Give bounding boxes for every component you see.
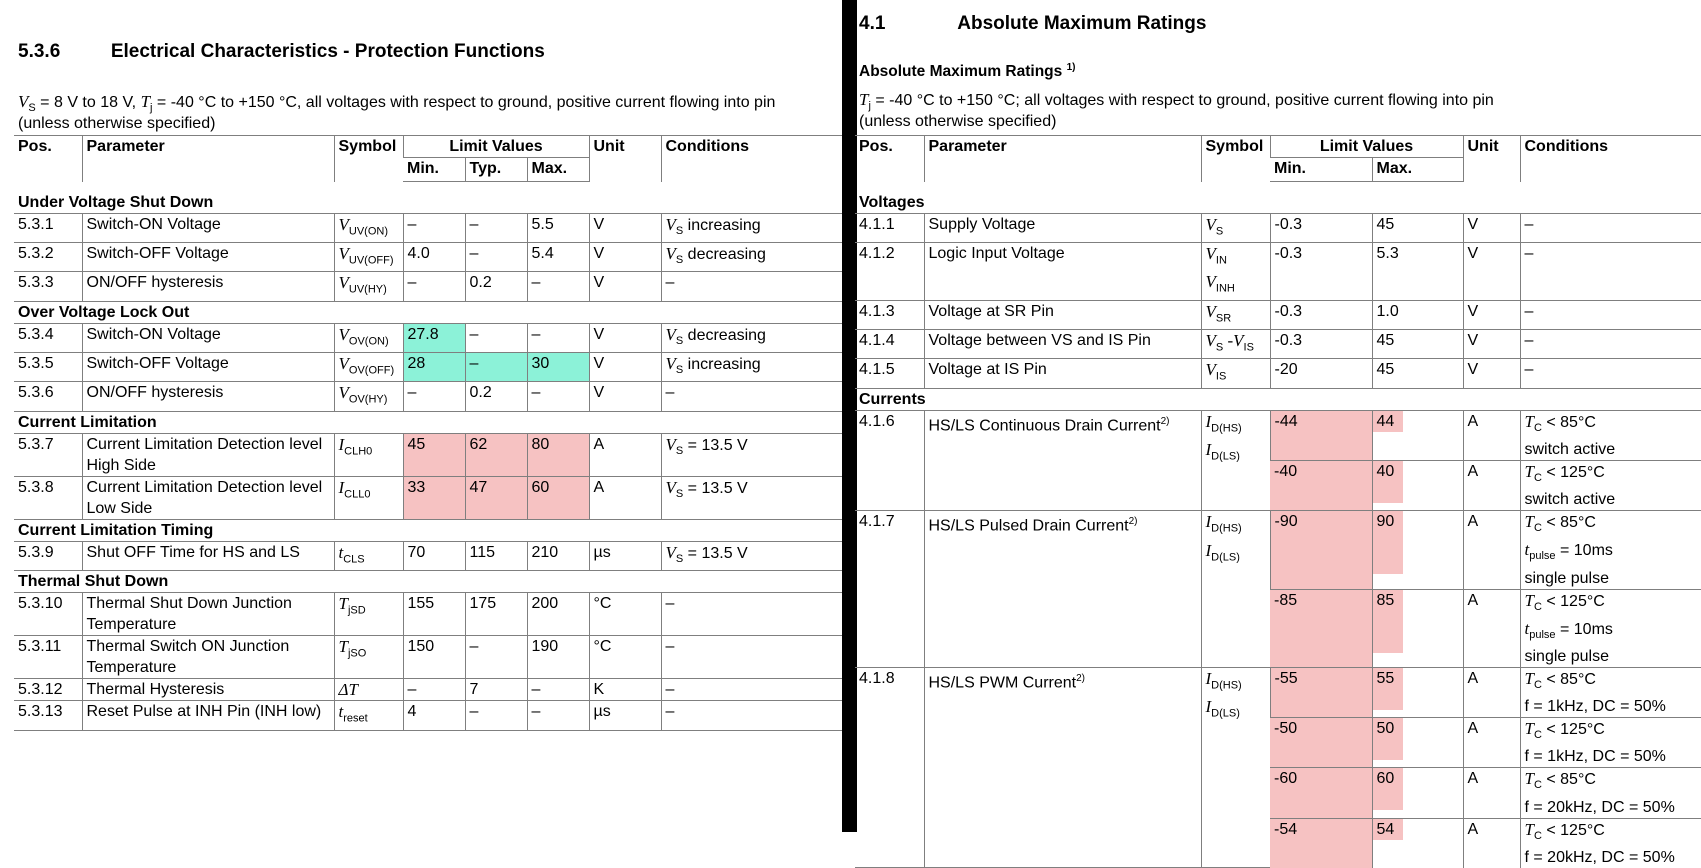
highlight-cell: 28 [403,353,465,382]
col-limit-values: Limit Values [403,136,589,158]
right-section-number: 4.1 [859,13,886,34]
table-row: 4.1.7 HS/LS Pulsed Drain Current$^{2)}$ $I_{D(HS)}$ $I_{D(LS)}$ -90 90 A $T_C < 85^\circ C$ $t_{pulse} = 10ms$ single pulse [855,511,1701,589]
table-row: 5.3.3 ON/OFF hysteresis $V_{UV(HY)}$ – 0.2 – V – [14,272,842,301]
table-row: 5.3.12 Thermal Hysteresis ΔT – 7 – K – [14,679,842,701]
group-voltages: Voltages [855,192,1701,214]
highlight-cell: 60 [527,476,589,519]
col-conditions: Conditions [1520,136,1701,182]
highlight-cell: -54 [1270,818,1372,868]
highlight-cell: -55 [1270,667,1372,717]
highlight-cell: -50 [1270,718,1372,768]
table-row: 4.1.4 Voltage between VS and IS Pin $V_S$ $-V_{IS}$ -0.3 45 V – [855,330,1701,359]
highlight-cell: 62 [465,433,527,476]
highlight-cell: 80 [527,433,589,476]
group-over-voltage: Over Voltage Lock Out [14,301,842,323]
group-current-limitation-timing: Current Limitation Timing [14,519,842,541]
group-current-limitation: Current Limitation [14,411,842,433]
col-limit-values: Limit Values [1270,136,1463,158]
group-under-voltage: Under Voltage Shut Down [14,192,842,214]
highlight-cell: 45 [403,433,465,476]
left-section-title: Electrical Characteristics - Protection Functions [110,41,545,62]
table-row: 4.1.5 Voltage at IS Pin $V_{IS}$ -20 45 V – [855,359,1701,388]
table-row: 4.1.3 Voltage at SR Pin $V_{SR}$ -0.3 1.0 V – [855,300,1701,329]
table-row: 4.1.6 HS/LS Continuous Drain Current$^{2)}$ $I_{D(HS)}$ $I_{D(LS)}$ -44 44 A $T_C < 85^\circ C$ switch active [855,410,1701,460]
table-row: -60 60 A $T_C < 85^\circ C$ f = 20kHz, DC = 50% [855,768,1701,818]
table-row: -40 40 A $T_C < 125^\circ C$ switch active [855,461,1701,511]
group-currents: Currents [855,388,1701,410]
table-row: 4.1.8 HS/LS PWM Current$^{2)}$ $I_{D(HS)}$ $I_{D(LS)}$ -55 55 A $T_C < 85^\circ C$ f = 1kHz, DC = 50% [855,667,1701,717]
left-conditions-line2: (unless otherwise specified) [18,115,216,132]
table-row: 5.3.11 Thermal Switch ON Junction Temperature $T_{jSO}$ 150 – 190 °C – [14,636,842,679]
right-section-heading [859,13,1206,35]
col-pos: Pos. [14,136,82,182]
table-row: 5.3.8 Current Limitation Detection level Low Side $I_{CLL0}$ 33 47 60 A $V_S = 13.5$ V [14,476,842,519]
table-row: 5.3.1 Switch-ON Voltage $V_{UV(ON)}$ – – 5.5 V $V_S$ increasing [14,213,842,242]
left-conditions-line1: $V_S = 8$ V to 18 V, $T_j = -40$ °C to +150 °C, all voltages with respect to ground, positive current flowing into pin [18,92,776,115]
table-row: 5.3.13 Reset Pulse at INH Pin (INH low) $t_{reset}$ 4 – – µs – [14,701,842,730]
col-unit: Unit [1463,136,1520,182]
left-spec-table [14,135,842,731]
right-conditions-line2: (unless otherwise specified) [859,113,1057,130]
table-row: 5.3.4 Switch-ON Voltage $V_{OV(ON)}$ 27.8 – – V $V_S$ decreasing [14,323,842,352]
table-row: -54 54 A $T_C < 125^\circ C$ f = 20kHz, DC = 50% [855,818,1701,868]
col-parameter: Parameter [82,136,334,182]
highlight-cell: -90 [1270,511,1372,589]
left-section-number: 5.3.6 [18,41,61,62]
highlight-cell: -44 [1270,410,1372,460]
left-section-heading [18,41,545,63]
table-row: 4.1.1 Supply Voltage $V_S$ -0.3 45 V – [855,213,1701,242]
table-row: -85 85 A $T_C < 125^\circ C$ $t_{pulse} = 10ms$ single pulse [855,589,1701,667]
right-ratings-table [855,135,1701,868]
highlight-cell: -40 [1270,461,1372,511]
right-subtitle: Absolute Maximum Ratings $^{1)}$ [859,62,1076,81]
col-parameter: Parameter [924,136,1201,182]
col-symbol: Symbol [334,136,403,182]
col-min: Min. [1270,158,1372,182]
col-pos: Pos. [855,136,924,182]
highlight-cell: 47 [465,476,527,519]
col-max: Max. [527,158,589,182]
col-symbol: Symbol [1201,136,1270,182]
col-min: Min. [403,158,465,182]
table-row: 5.3.9 Shut OFF Time for HS and LS $t_{CLS}$ 70 115 210 µs $V_S = 13.5$ V [14,541,842,570]
col-max: Max. [1372,158,1463,182]
right-conditions-line1: $T_j = -40$ °C to +150 °C; all voltages with respect to ground, positive current flowing into pin [859,90,1494,113]
table-row: 5.3.10 Thermal Shut Down Junction Temperature $T_{jSD}$ 155 175 200 °C – [14,593,842,636]
highlight-cell: – [465,353,527,382]
col-conditions: Conditions [661,136,842,182]
table-row: -50 50 A $T_C < 125^\circ C$ f = 1kHz, DC = 50% [855,718,1701,768]
table-row: 5.3.5 Switch-OFF Voltage $V_{OV(OFF)}$ 28 – 30 V $V_S$ increasing [14,353,842,382]
highlight-cell: 44 [1372,410,1463,460]
highlight-cell: 33 [403,476,465,519]
highlight-cell: -85 [1270,589,1372,667]
col-typ: Typ. [465,158,527,182]
highlight-cell: 27.8 [403,323,465,352]
table-row: 4.1.2 Logic Input Voltage $V_{IN}$ $V_{INH}$ -0.3 5.3 V – [855,242,1701,300]
right-section-title: Absolute Maximum Ratings [957,13,1207,34]
highlight-cell: 30 [527,353,589,382]
col-unit: Unit [589,136,661,182]
highlight-cell: -60 [1270,768,1372,818]
group-thermal-shut-down: Thermal Shut Down [14,571,842,593]
table-row: 5.3.2 Switch-OFF Voltage $V_{UV(OFF)}$ 4.0 – 5.4 V $V_S$ decreasing [14,242,842,271]
table-row: 5.3.7 Current Limitation Detection level High Side $I_{CLH0}$ 45 62 80 A $V_S = 13.5$ V [14,433,842,476]
table-row: 5.3.6 ON/OFF hysteresis $V_{OV(HY)}$ – 0.2 – V – [14,382,842,411]
